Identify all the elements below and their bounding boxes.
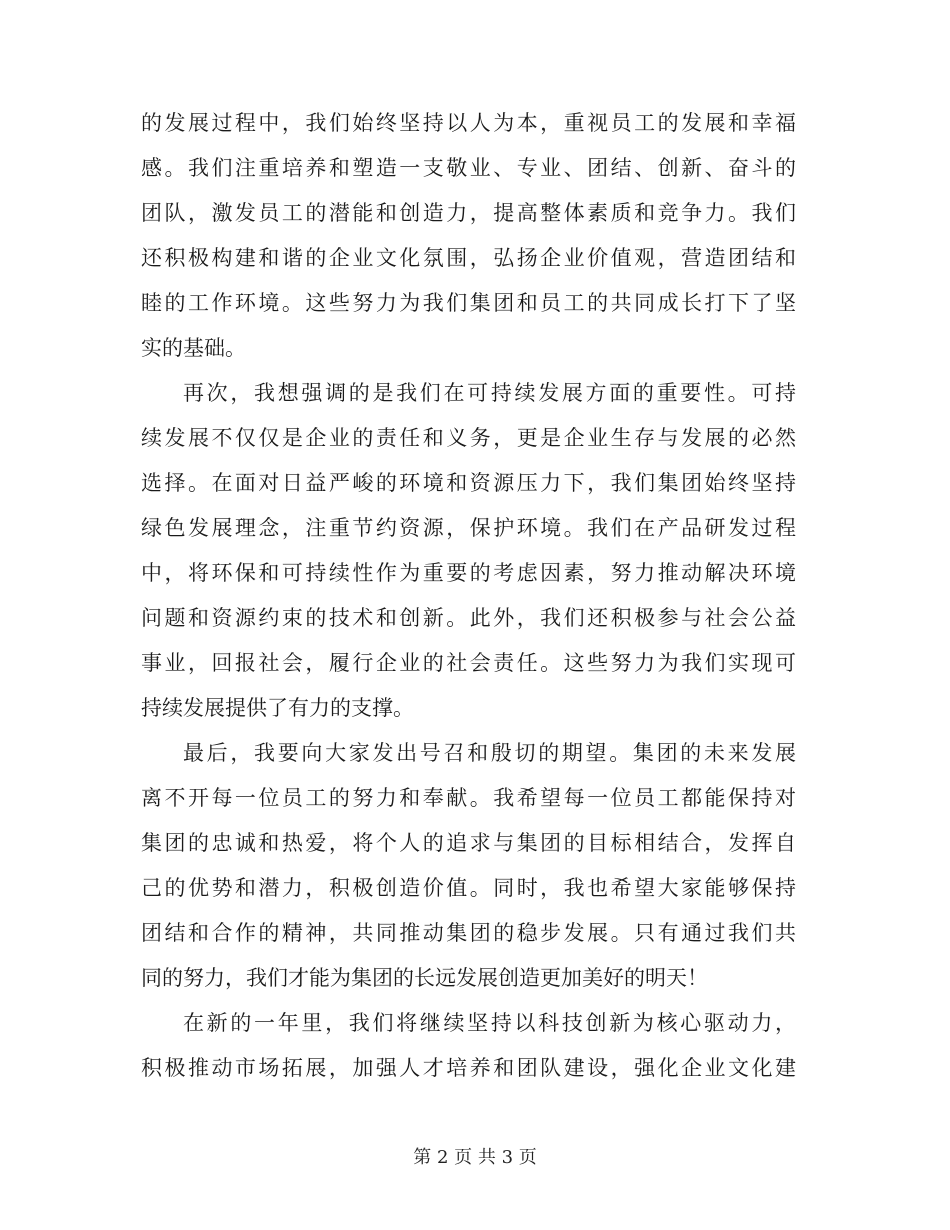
paragraph-first-line: 最后，我要向大家发出号召和殷切的期望。集团的未来发展: [183, 741, 796, 765]
text-line: 持续发展提供了有力的支撑。: [141, 696, 414, 720]
text-line: 集团的忠诚和热爱，将个人的追求与集团的目标相结合，发挥自: [141, 831, 796, 855]
text-line: 感。我们注重培养和塑造一支敬业、专业、团结、创新、奋斗的: [141, 156, 796, 180]
text-line: 选择。在面对日益严峻的环境和资源压力下，我们集团始终坚持: [141, 471, 796, 495]
text-line: 中，将环保和可持续性作为重要的考虑因素，努力推动解决环境: [141, 561, 796, 585]
text-line: 睦的工作环境。这些努力为我们集团和员工的共同成长打下了坚: [141, 291, 796, 315]
text-line: 己的优势和潜力，积极创造价值。同时，我也希望大家能够保持: [141, 876, 796, 900]
paragraph-first-line: 在新的一年里，我们将继续坚持以科技创新为核心驱动力，: [183, 1011, 796, 1035]
text-line: 事业，回报社会，履行企业的社会责任。这些努力为我们实现可: [141, 651, 796, 675]
text-line: 续发展不仅仅是企业的责任和义务，更是企业生存与发展的必然: [141, 426, 796, 450]
text-line: 团队，激发员工的潜能和创造力，提高整体素质和竞争力。我们: [141, 201, 796, 225]
text-line: 还积极构建和谐的企业文化氛围，弘扬企业价值观，营造团结和: [141, 246, 796, 270]
document-body: [141, 101, 796, 1091]
text-line: 实的基础。: [141, 336, 246, 360]
text-line: 积极推动市场拓展，加强人才培养和团队建设，强化企业文化建: [141, 1056, 796, 1080]
text-line: 问题和资源约束的技术和创新。此外，我们还积极参与社会公益: [141, 606, 796, 630]
text-line: 团结和合作的精神，共同推动集团的稳步发展。只有通过我们共: [141, 921, 796, 945]
text-line: 离不开每一位员工的努力和奉献。我希望每一位员工都能保持对: [141, 786, 796, 810]
text-line: 的发展过程中，我们始终坚持以人为本，重视员工的发展和幸福: [141, 111, 796, 135]
page-number-footer: 第 2 页 共 3 页: [413, 1147, 537, 1168]
text-line: 同的努力，我们才能为集团的长远发展创造更加美好的明天！: [141, 966, 708, 990]
paragraph-first-line: 再次，我想强调的是我们在可持续发展方面的重要性。可持: [183, 381, 796, 405]
text-line: 绿色发展理念，注重节约资源，保护环境。我们在产品研发过程: [141, 516, 796, 540]
